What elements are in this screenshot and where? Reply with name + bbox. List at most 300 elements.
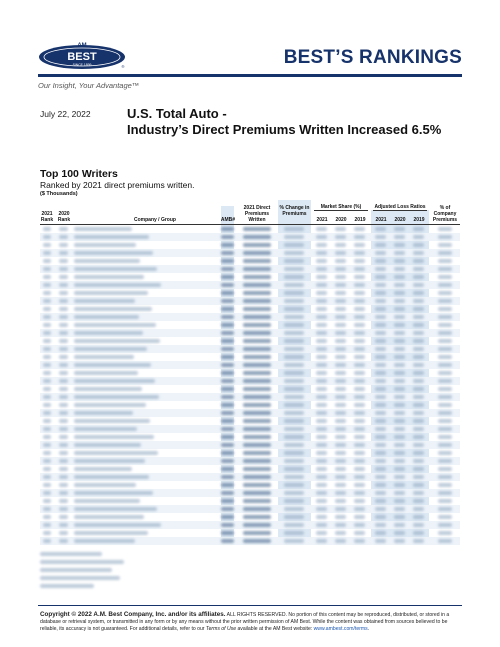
blurred-cell <box>335 307 346 311</box>
table-row <box>40 513 460 521</box>
blurred-cell <box>59 307 68 311</box>
blurred-cell <box>316 331 327 335</box>
blurred-cell <box>413 395 424 399</box>
blurred-cell <box>221 507 234 511</box>
blurred-cell <box>335 283 346 287</box>
blurred-cell <box>43 451 51 455</box>
table-row <box>40 497 460 505</box>
blurred-cell <box>394 227 405 231</box>
blurred-cell <box>354 243 365 247</box>
blurred-cell <box>354 339 365 343</box>
blurred-cell <box>221 531 234 535</box>
blurred-cell <box>394 483 405 487</box>
blurred-cell <box>438 427 452 431</box>
blurred-cell <box>243 371 271 375</box>
blurred-cell <box>221 403 234 407</box>
blurred-cell <box>59 339 68 343</box>
blurred-cell <box>394 323 405 327</box>
blurred-cell <box>243 299 271 303</box>
blurred-cell <box>413 443 424 447</box>
blurred-cell <box>59 267 68 271</box>
blurred-cell <box>284 259 304 263</box>
blurred-cell <box>43 403 51 407</box>
blurred-cell <box>375 515 386 519</box>
blurred-cell <box>354 515 365 519</box>
blurred-cell <box>221 323 234 327</box>
blurred-cell <box>243 379 271 383</box>
blurred-cell <box>43 499 51 503</box>
table-row <box>40 249 460 257</box>
blurred-cell <box>413 227 424 231</box>
header-pct-change: % Change in Premiums <box>279 205 310 217</box>
blurred-cell <box>413 435 424 439</box>
blurred-cell <box>354 291 365 295</box>
blurred-cell <box>413 491 424 495</box>
blurred-cell <box>284 411 304 415</box>
blurred-cell <box>375 299 386 303</box>
blurred-cell <box>59 475 68 479</box>
blurred-cell <box>375 403 386 407</box>
blurred-cell <box>316 243 327 247</box>
blurred-cell <box>43 459 51 463</box>
table-row <box>40 449 460 457</box>
blurred-cell <box>284 523 304 527</box>
blurred-cell <box>375 355 386 359</box>
blurred-cell <box>43 475 51 479</box>
blurred-cell <box>394 539 405 543</box>
blurred-cell <box>335 379 346 383</box>
table-row <box>40 361 460 369</box>
blurred-cell <box>59 419 68 423</box>
copyright-footer <box>40 611 462 633</box>
blurred-cell <box>284 331 304 335</box>
blurred-cell <box>354 379 365 383</box>
blurred-cell <box>243 435 271 439</box>
blurred-cell <box>221 467 234 471</box>
blurred-cell <box>316 379 327 383</box>
blurred-cell <box>438 323 452 327</box>
blurred-cell <box>243 363 271 367</box>
blurred-cell <box>438 419 452 423</box>
blurred-cell <box>59 507 68 511</box>
blurred-cell <box>375 315 386 319</box>
blurred-cell <box>394 515 405 519</box>
blurred-cell <box>316 347 327 351</box>
blurred-cell <box>43 419 51 423</box>
blurred-cell <box>438 275 452 279</box>
blurred-cell <box>221 483 234 487</box>
blurred-cell <box>74 459 145 463</box>
blurred-cell <box>394 379 405 383</box>
header-lr-2021: 2021 <box>375 217 387 223</box>
blurred-cell <box>316 227 327 231</box>
blurred-cell <box>375 419 386 423</box>
blurred-cell <box>354 283 365 287</box>
blurred-cell <box>316 235 327 239</box>
blurred-cell <box>74 379 155 383</box>
section-subheading: Ranked by 2021 direct premiums written. <box>40 180 195 190</box>
blurred-cell <box>243 523 271 527</box>
blurred-cell <box>221 315 234 319</box>
blurred-cell <box>243 323 271 327</box>
blurred-cell <box>243 395 271 399</box>
blurred-cell <box>394 363 405 367</box>
blurred-cell <box>375 499 386 503</box>
blurred-cell <box>221 371 234 375</box>
blurred-cell <box>43 275 51 279</box>
blurred-cell <box>243 507 271 511</box>
blurred-cell <box>335 451 346 455</box>
blurred-cell <box>354 355 365 359</box>
blurred-cell <box>59 235 68 239</box>
blurred-cell <box>284 507 304 511</box>
blurred-cell <box>413 339 424 343</box>
rights-text-2: available at the AM Best website: <box>236 626 314 633</box>
table-row <box>40 329 460 337</box>
blurred-cell <box>284 435 304 439</box>
blurred-cell <box>284 515 304 519</box>
blurred-cell <box>284 283 304 287</box>
header-amb: AMB# <box>220 217 236 223</box>
blurred-cell <box>59 363 68 367</box>
table-row <box>40 417 460 425</box>
blurred-cell <box>316 387 327 391</box>
blurred-cell <box>375 379 386 383</box>
header-loss-ratios: Adjusted Loss Ratios <box>374 204 426 210</box>
blurred-cell <box>74 275 144 279</box>
blurred-cell <box>316 515 327 519</box>
blurred-cell <box>335 363 346 367</box>
blurred-cell <box>284 531 304 535</box>
terms-link[interactable]: www.ambest.com/terms <box>313 626 368 633</box>
blurred-cell <box>335 347 346 351</box>
blurred-cell <box>316 283 327 287</box>
table-row <box>40 225 460 233</box>
blurred-cell <box>59 315 68 319</box>
blurred-cell <box>221 267 234 271</box>
blurred-cell <box>413 299 424 303</box>
table-row <box>40 481 460 489</box>
blurred-cell <box>243 483 271 487</box>
blurred-cell <box>74 491 153 495</box>
blurred-cell <box>316 475 327 479</box>
page-header <box>0 0 500 90</box>
blurred-cell <box>316 451 327 455</box>
blurred-cell <box>375 435 386 439</box>
blurred-cell <box>59 531 68 535</box>
blurred-cell <box>316 523 327 527</box>
blurred-cell <box>59 347 68 351</box>
blurred-cell <box>74 387 142 391</box>
blurred-cell <box>354 435 365 439</box>
header-pct-company: % of Company Premiums <box>432 205 458 223</box>
blurred-cell <box>354 315 365 319</box>
blurred-cell <box>243 347 271 351</box>
header-divider <box>38 74 462 77</box>
blurred-cell <box>74 331 143 335</box>
table-row <box>40 353 460 361</box>
blurred-cell <box>74 483 136 487</box>
blurred-cell <box>284 227 304 231</box>
blurred-cell <box>316 491 327 495</box>
blurred-cell <box>74 259 140 263</box>
report-title <box>127 106 441 138</box>
table-row <box>40 297 460 305</box>
blurred-cell <box>59 379 68 383</box>
blurred-cell <box>284 427 304 431</box>
blurred-cell <box>375 411 386 415</box>
blurred-cell <box>43 283 51 287</box>
blurred-cell <box>335 483 346 487</box>
blurred-cell <box>316 371 327 375</box>
blurred-cell <box>438 315 452 319</box>
rankings-table-header <box>40 200 460 224</box>
blurred-cell <box>43 427 51 431</box>
blurred-cell <box>354 531 365 535</box>
blurred-cell <box>413 515 424 519</box>
blurred-cell <box>43 507 51 511</box>
blurred-cell <box>375 227 386 231</box>
blurred-cell <box>59 395 68 399</box>
blurred-cell <box>221 251 234 255</box>
blurred-cell <box>438 387 452 391</box>
blurred-cell <box>354 539 365 543</box>
blurred-cell <box>394 291 405 295</box>
table-row <box>40 321 460 329</box>
blurred-cell <box>221 523 234 527</box>
blurred-cell <box>413 483 424 487</box>
blurred-cell <box>375 275 386 279</box>
blurred-cell <box>375 371 386 375</box>
blurred-cell <box>284 483 304 487</box>
blurred-cell <box>316 427 327 431</box>
blurred-cell <box>438 435 452 439</box>
market-share-group-line <box>314 210 368 211</box>
blurred-cell <box>43 315 51 319</box>
blurred-cell <box>335 331 346 335</box>
blurred-cell <box>243 491 271 495</box>
rights-text-1: ALL RIGHTS RESERVED. No portion of this content may be reproduced, distributed, or stored in a database or retrieval system, or transmitted in any form or by any means without the prior written permission of AM Best. While the content was obtained from sources believed to be reliable, its accuracy is not guaranteed. For additional details, refer to our <box>40 612 450 633</box>
svg-text:AM: AM <box>77 43 87 49</box>
blurred-cell <box>354 347 365 351</box>
table-row <box>40 409 460 417</box>
blurred-cell <box>284 475 304 479</box>
blurred-cell <box>43 395 51 399</box>
blurred-cell <box>284 451 304 455</box>
blurred-cell <box>221 227 234 231</box>
report-title-line-1: U.S. Total Auto - <box>127 106 227 121</box>
blurred-cell <box>243 331 271 335</box>
blurred-cell <box>413 475 424 479</box>
blurred-cell <box>243 451 271 455</box>
blurred-cell <box>43 363 51 367</box>
blurred-cell <box>74 283 161 287</box>
blurred-cell <box>74 307 152 311</box>
blurred-cell <box>221 275 234 279</box>
blurred-cell <box>284 443 304 447</box>
blurred-cell <box>316 531 327 535</box>
blurred-cell <box>221 283 234 287</box>
blurred-cell <box>335 275 346 279</box>
blurred-cell <box>43 491 51 495</box>
table-row <box>40 345 460 353</box>
blurred-cell <box>59 387 68 391</box>
blurred-cell <box>375 259 386 263</box>
table-row <box>40 241 460 249</box>
blurred-cell <box>335 259 346 263</box>
blurred-cell <box>221 539 234 543</box>
blurred-cell <box>59 227 68 231</box>
blurred-cell <box>375 251 386 255</box>
tagline: Our Insight, Your Advantage™ <box>38 81 140 90</box>
blurred-cell <box>284 323 304 327</box>
blurred-cell <box>284 267 304 271</box>
blurred-cell <box>243 251 271 255</box>
blurred-cell <box>43 267 51 271</box>
blurred-cell <box>243 355 271 359</box>
terms-of-use: Terms of Use <box>205 626 237 633</box>
blurred-cell <box>316 299 327 303</box>
blurred-cell <box>375 539 386 543</box>
header-company: Company / Group <box>134 217 176 223</box>
blurred-cell <box>74 451 158 455</box>
blurred-cell <box>59 371 68 375</box>
blurred-cell <box>438 523 452 527</box>
blurred-cell <box>335 499 346 503</box>
blurred-cell <box>59 291 68 295</box>
blurred-cell <box>354 427 365 431</box>
blurred-cell <box>221 363 234 367</box>
table-row <box>40 273 460 281</box>
blurred-cell <box>413 387 424 391</box>
blurred-cell <box>74 539 135 543</box>
section-heading: Top 100 Writers <box>40 168 118 180</box>
blurred-cell <box>394 419 405 423</box>
blurred-cell <box>394 387 405 391</box>
blurred-cell <box>438 347 452 351</box>
blurred-cell <box>221 435 234 439</box>
blurred-cell <box>438 299 452 303</box>
blurred-cell <box>413 355 424 359</box>
table-row <box>40 401 460 409</box>
blurred-cell <box>59 467 68 471</box>
blurred-cell <box>243 387 271 391</box>
blurred-cell <box>284 355 304 359</box>
table-row <box>40 473 460 481</box>
blurred-cell <box>335 355 346 359</box>
blurred-cell <box>394 235 405 239</box>
blurred-cell <box>74 403 146 407</box>
blurred-cell <box>394 299 405 303</box>
report-date: July 22, 2022 <box>40 109 91 119</box>
blurred-cell <box>284 395 304 399</box>
blurred-cell <box>243 499 271 503</box>
blurred-cell <box>354 299 365 303</box>
blurred-cell <box>413 251 424 255</box>
blurred-cell <box>43 227 51 231</box>
blurred-cell <box>243 339 271 343</box>
table-row <box>40 281 460 289</box>
blurred-cell <box>43 299 51 303</box>
blurred-cell <box>284 347 304 351</box>
blurred-cell <box>335 235 346 239</box>
blurred-cell <box>221 515 234 519</box>
blurred-cell <box>74 267 157 271</box>
blurred-cell <box>413 315 424 319</box>
report-title-line-2: Industry’s Direct Premiums Written Increased 6.5% <box>127 122 442 137</box>
blurred-cell <box>243 539 271 543</box>
blurred-cell <box>43 483 51 487</box>
blurred-cell <box>354 227 365 231</box>
blurred-cell <box>413 467 424 471</box>
header-rank-2021: 2021 Rank <box>40 211 54 223</box>
blurred-cell <box>243 307 271 311</box>
blurred-cell <box>43 387 51 391</box>
header-lr-2019: 2019 <box>413 217 425 223</box>
blurred-cell <box>221 475 234 479</box>
blurred-cell <box>335 323 346 327</box>
blurred-cell <box>335 403 346 407</box>
blurred-cell <box>74 323 156 327</box>
blurred-cell <box>316 403 327 407</box>
blurred-cell <box>335 411 346 415</box>
blurred-cell <box>354 467 365 471</box>
blurred-cell <box>59 443 68 447</box>
blurred-cell <box>284 387 304 391</box>
blurred-cell <box>413 419 424 423</box>
table-row <box>40 425 460 433</box>
table-row <box>40 505 460 513</box>
blurred-cell <box>394 451 405 455</box>
blurred-cell <box>354 459 365 463</box>
blurred-cell <box>43 539 51 543</box>
blurred-cell <box>243 427 271 431</box>
blurred-cell <box>394 499 405 503</box>
blurred-cell <box>59 355 68 359</box>
blurred-cell <box>375 267 386 271</box>
blurred-cell <box>243 515 271 519</box>
blurred-cell <box>59 451 68 455</box>
blurred-cell <box>354 419 365 423</box>
header-rank-2020: 2020 Rank <box>57 211 71 223</box>
blurred-cell <box>316 467 327 471</box>
table-row <box>40 313 460 321</box>
blurred-cell <box>354 323 365 327</box>
blurred-cell <box>284 251 304 255</box>
blurred-cell <box>43 251 51 255</box>
blurred-cell <box>394 347 405 351</box>
blurred-cell <box>59 275 68 279</box>
blurred-cell <box>354 363 365 367</box>
blurred-cell <box>394 355 405 359</box>
blurred-cell <box>394 243 405 247</box>
blurred-cell <box>354 331 365 335</box>
blurred-cell <box>284 339 304 343</box>
blurred-cell <box>335 507 346 511</box>
blurred-cell <box>59 283 68 287</box>
blurred-cell <box>43 347 51 351</box>
blurred-cell <box>438 451 452 455</box>
table-row <box>40 257 460 265</box>
blurred-cell <box>43 515 51 519</box>
table-row <box>40 529 460 537</box>
blurred-cell <box>221 499 234 503</box>
blurred-cell <box>43 331 51 335</box>
blurred-cell <box>74 443 141 447</box>
blurred-cell <box>375 475 386 479</box>
blurred-cell <box>243 419 271 423</box>
blurred-cell <box>335 227 346 231</box>
